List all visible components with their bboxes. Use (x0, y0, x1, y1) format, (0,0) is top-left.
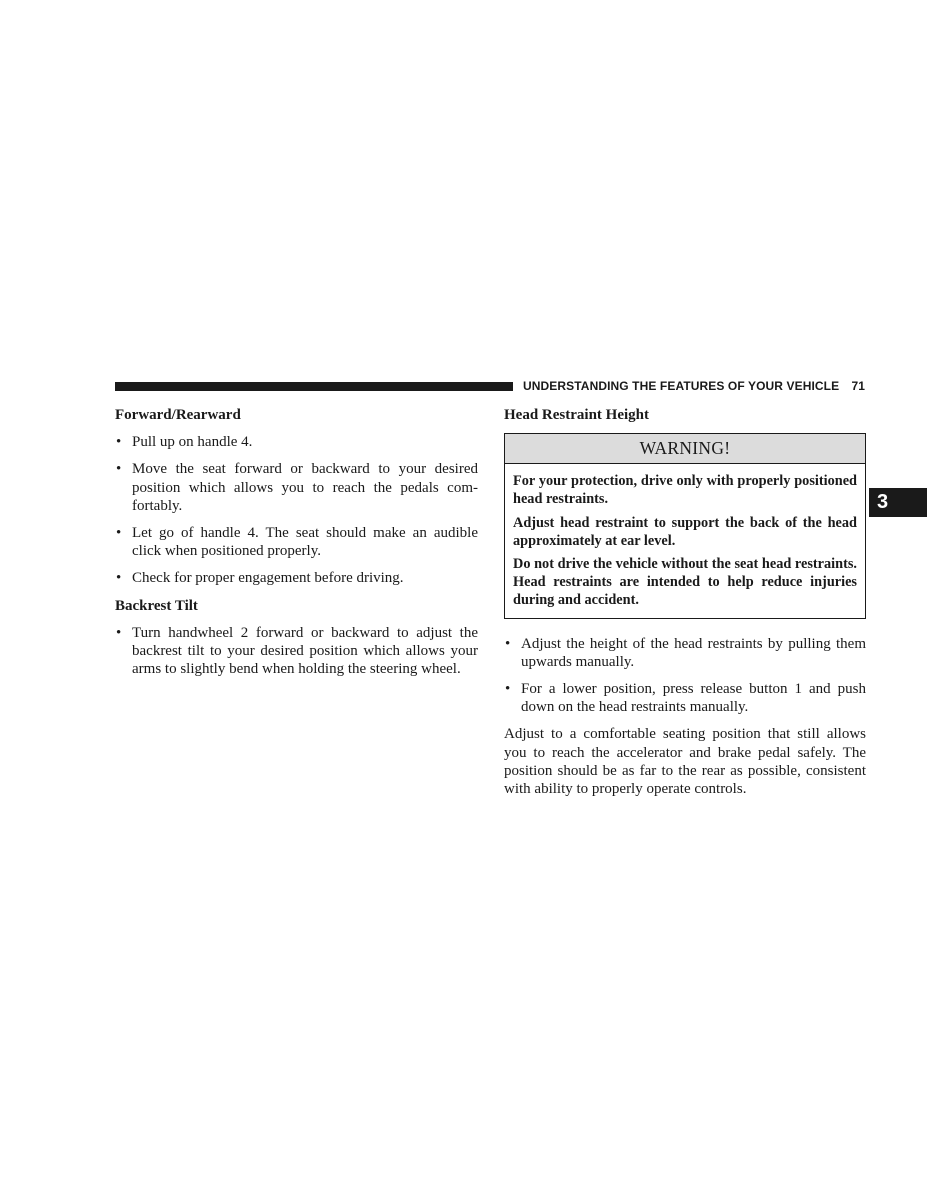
bullet-icon: • (116, 525, 122, 542)
warning-title: WARNING! (505, 434, 865, 464)
list-item: • Let go of handle 4. The seat should make an audible click when positioned properly. (116, 525, 478, 560)
bullet-icon: • (116, 434, 122, 451)
head-restraint-heading: Head Restraint Height (504, 407, 649, 423)
page-number: 71 (851, 379, 865, 393)
warning-paragraph: For your protection, drive only with properly positioned head restraints. (513, 473, 857, 508)
running-header (523, 379, 865, 393)
chapter-number: 3 (877, 491, 889, 513)
list-item: • Move the seat forward or backward to your desired position which allows you to reach the pedals comfortably. (116, 461, 478, 514)
backrest-tilt-heading: Backrest Tilt (115, 597, 198, 614)
bullet-icon: • (505, 681, 511, 698)
bullet-icon: • (505, 635, 511, 652)
seating-paragraph: Adjust to a comfortable seating position that still allows you to reach the accelerator and brake pedal safely. The position should be as far to the rear as possible, consistent with ability to properly operate controls. (504, 726, 866, 798)
left-column (115, 406, 478, 687)
warning-box (504, 433, 866, 618)
backrest-tilt-list (115, 624, 478, 679)
header-rule (115, 382, 513, 391)
list-item: • For a lower position, press release button 1 and push down on the head restraints manually. (505, 681, 866, 716)
forward-rearward-list (115, 433, 478, 587)
list-item: • Pull up on handle 4. (116, 434, 253, 451)
chapter-tab (869, 488, 927, 517)
right-column (504, 406, 866, 798)
head-restraint-list (504, 635, 866, 717)
section-title: UNDERSTANDING THE FEATURES OF YOUR VEHICLE (523, 379, 840, 393)
bullet-icon: • (116, 570, 122, 587)
list-item: • Adjust the height of the head restraints by pulling them upwards manually. (505, 635, 866, 670)
warning-paragraph: Adjust head restraint to support the back of the head approximately at ear level. (513, 514, 857, 549)
warning-body (505, 464, 865, 617)
list-item: • Check for proper engagement before driving. (116, 570, 404, 587)
list-item: • Turn handwheel 2 forward or backward to adjust the backrest tilt to your desired position which allows your arms to slightly bend when holding the steering wheel. (116, 624, 478, 678)
bullet-icon: • (116, 624, 122, 641)
warning-paragraph: Do not drive the vehicle without the seat head restraints. Head restraints are intended to help reduce injuries during and accident. (513, 556, 857, 609)
forward-rearward-heading: Forward/Rearward (115, 407, 241, 423)
bullet-icon: • (116, 461, 122, 478)
